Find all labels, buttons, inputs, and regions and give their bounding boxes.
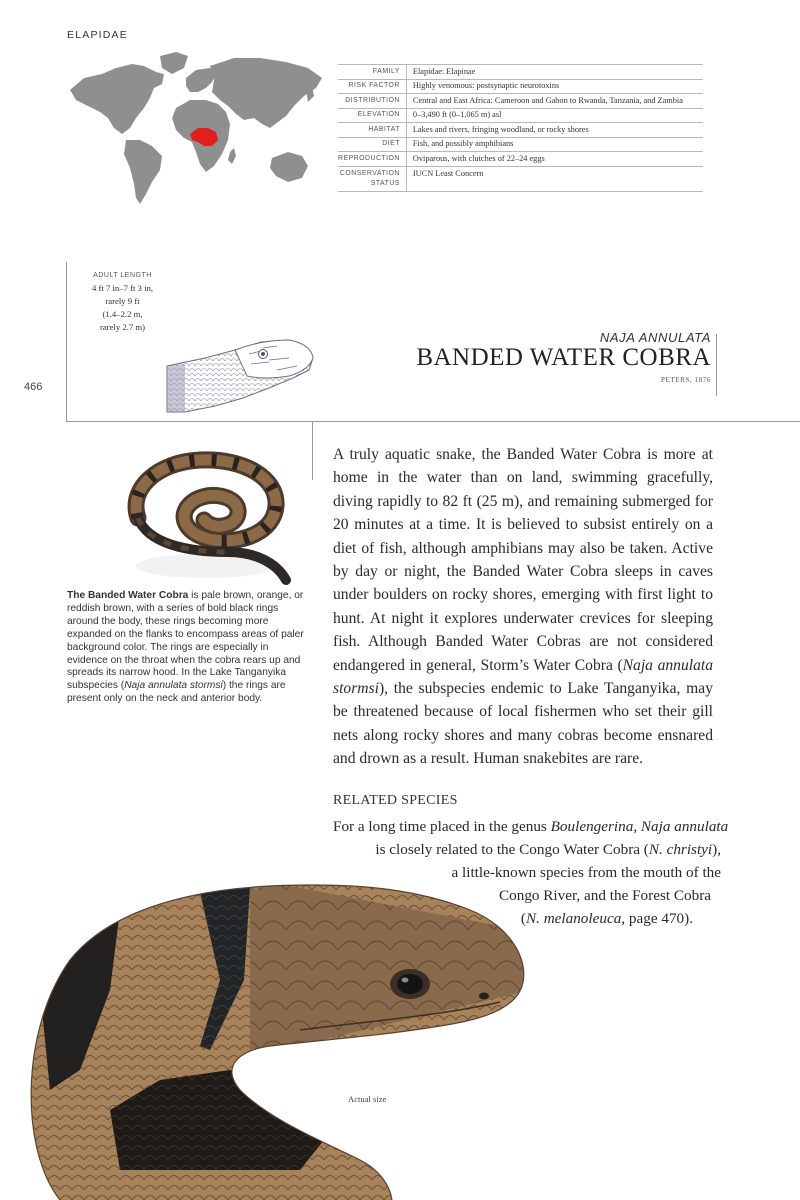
snake-head-illustration <box>165 336 315 414</box>
scientific-name: NAJA ANNULATA <box>599 330 711 345</box>
family-header: ELAPIDAE <box>67 29 128 41</box>
map-greenland <box>160 52 188 74</box>
snake-head-photo <box>0 870 560 1200</box>
fact-row: DIET Fish, and possibly amphibians <box>338 137 703 152</box>
box-rule-right <box>716 334 717 396</box>
related-species-line: Congo River, and the Forest Cobra <box>499 887 711 904</box>
fact-row: FAMILY Elapidae: Elapinae <box>338 65 703 80</box>
distribution-map <box>64 48 326 208</box>
related-species-heading: RELATED SPECIES <box>333 793 458 808</box>
species-description: A truly aquatic snake, the Banded Water Cobra is more at home in the water than on land, swimming gracefully, diving rapidly to 82 ft (25 m), and remaining submerged for 20 minutes at a time. It is believed to subsist entirely on a diet of fish, although amphibians may also be taken. Active by day or night, the Banded Water Cobra sleeps in caves under boulders on rocky shores, emerging with first light to hunt. At night it explores underwater crevices for sleeping fish. Although Banded Water Cobras are not considered endangered in general, Storm’s Water Cobra (Naja annulata stormsi), the subspecies endemic to Lake Tanganyika, may be threatened because of local fishermen who set their gill nets along rocky shores and many cobras become ensnared and drown as a result. Human snakebites are rare. <box>333 446 714 768</box>
photo-caption: The Banded Water Cobra is pale brown, orange, or reddish brown, with a series of bold black rings around the body, these rings becoming more expanded on the flanks to encompass areas of paler background color. The rings are especially in evidence on the throat when the cobra rears up and spreads its narrow hood. In the Lake Tanganyika subspecies (Naja annulata stormsi) the rings are present only on the neck and anterior body. <box>67 590 304 705</box>
map-australia <box>270 152 308 182</box>
related-species-line: a little-known species from the mouth of the <box>451 864 721 881</box>
adult-length-value: 4 ft 7 in–7 ft 3 in, rarely 9 ft (1.4–2.2 m, rarely 2.7 m) <box>91 283 154 332</box>
map-north-america <box>70 64 164 134</box>
actual-size-label: Actual size <box>348 1094 387 1104</box>
related-species-line: (N. melanoleuca, page 470). <box>520 910 693 927</box>
box-rule-bottom <box>66 421 800 422</box>
related-species-line: is closely related to the Congo Water Cobra (N. christyi), <box>375 841 721 858</box>
map-europe <box>186 68 216 92</box>
column-rule <box>312 422 313 480</box>
box-rule-left <box>66 262 67 422</box>
adult-length-block <box>80 272 165 334</box>
fact-table <box>338 64 703 192</box>
common-name: BANDED WATER COBRA <box>416 344 711 371</box>
coiled-snake-photo <box>118 448 293 588</box>
fact-row: DISTRIBUTION Central and East Africa: Cameroon and Gabon to Rwanda, Tanzania, and Zambia <box>338 94 703 109</box>
map-south-america <box>124 140 162 204</box>
fact-row: REPRODUCTION Oviparous, with clutches of 22–24 eggs <box>338 152 703 167</box>
fact-row: HABITAT Lakes and rivers, fringing woodland, or rocky shores <box>338 123 703 138</box>
related-species-line: For a long time placed in the genus Boulengerina, Naja annulata <box>333 818 729 835</box>
fact-row: RISK FACTOR Highly venomous: postsynaptic neurotoxins <box>338 79 703 94</box>
map-madagascar <box>228 148 236 164</box>
fact-row: CONSERVATION STATUS IUCN Least Concern <box>338 167 703 192</box>
page-number: 466 <box>24 381 43 393</box>
fact-row: ELEVATION 0–3,490 ft (0–1,065 m) asl <box>338 108 703 123</box>
species-author: PETERS, 1876 <box>661 376 711 384</box>
adult-length-label: ADULT LENGTH <box>93 272 152 279</box>
